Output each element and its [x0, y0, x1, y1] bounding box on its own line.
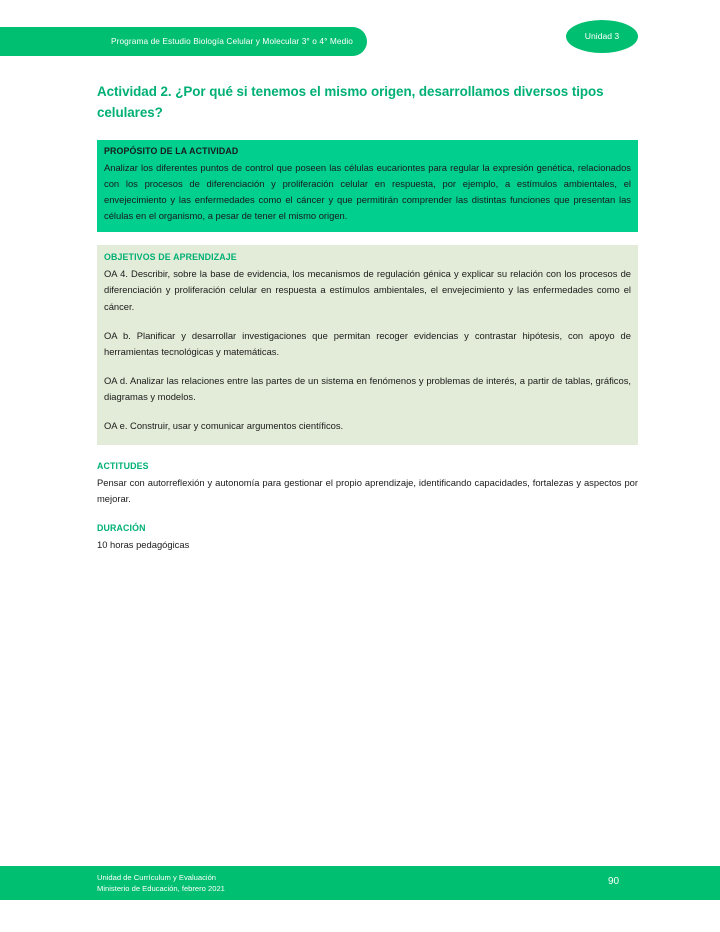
page-content: [97, 82, 638, 553]
footer-credits: [97, 872, 225, 895]
purpose-section: [97, 140, 638, 233]
header-banner-label: Programa de Estudio Biología Celular y Molecular 3° o 4° Medio: [110, 36, 353, 46]
duration-section: [97, 523, 638, 553]
purpose-heading: PROPÓSITO DE LA ACTIVIDAD: [104, 145, 239, 156]
objective-item: OA d. Analizar las relaciones entre las partes de un sistema en fenómenos y problemas de interés, a partir de tablas, gráficos, diagramas y modelos.: [104, 375, 631, 403]
duration-heading: DURACIÓN: [97, 522, 146, 533]
footer-line-ministry: Ministerio de Educación, febrero 2021: [97, 884, 225, 894]
attitudes-section: [97, 461, 638, 507]
duration-body: 10 horas pedagógicas: [97, 538, 190, 550]
attitudes-heading: ACTITUDES: [97, 460, 149, 471]
header-banner-bar: [0, 27, 367, 56]
footer-line-unit: Unidad de Currículum y Evaluación: [97, 873, 217, 882]
attitudes-body: Pensar con autorreflexión y autonomía para gestionar el propio aprendizaje, identificando capacidades, fortalezas y aspectos por mejorar.: [97, 476, 638, 504]
purpose-body: Analizar los diferentes puntos de control que poseen las células eucariontes para regular la expresión genética, relacionados con los procesos de diferenciación y proliferación celular en respuesta, por ejemplo, a estímulos ambientales, el envejecimiento y las enfermedades como el cáncer y que permitirán comprender las distintas funciones que presentan las células en el organismo, a pesar de tener el mismo origen.: [104, 161, 631, 222]
objective-item: OA b. Planificar y desarrollar investigaciones que permitan recoger evidencias y contrastar hipótesis, con apoyo de herramientas tecnológicas y matemáticas.: [104, 329, 631, 357]
unit-badge-label: Unidad 3: [584, 31, 620, 41]
objective-item: OA 4. Describir, sobre la base de evidencia, los mecanismos de regulación génica y explicar su relación con los procesos de diferenciación y proliferación celular en respuesta a estímulos ambientales, el envejecimiento y las enfermedades como el cáncer.: [104, 268, 631, 312]
objectives-heading: OBJETIVOS DE APRENDIZAJE: [104, 252, 237, 263]
unit-badge: [566, 20, 638, 53]
objectives-section: [97, 245, 638, 444]
objective-item: OA e. Construir, usar y comunicar argumentos científicos.: [104, 420, 344, 432]
activity-title: Actividad 2. ¿Por qué si tenemos el mismo origen, desarrollamos diversos tipos celulares?: [97, 84, 604, 120]
page-number: 90: [608, 876, 620, 887]
page-footer: [0, 866, 720, 900]
